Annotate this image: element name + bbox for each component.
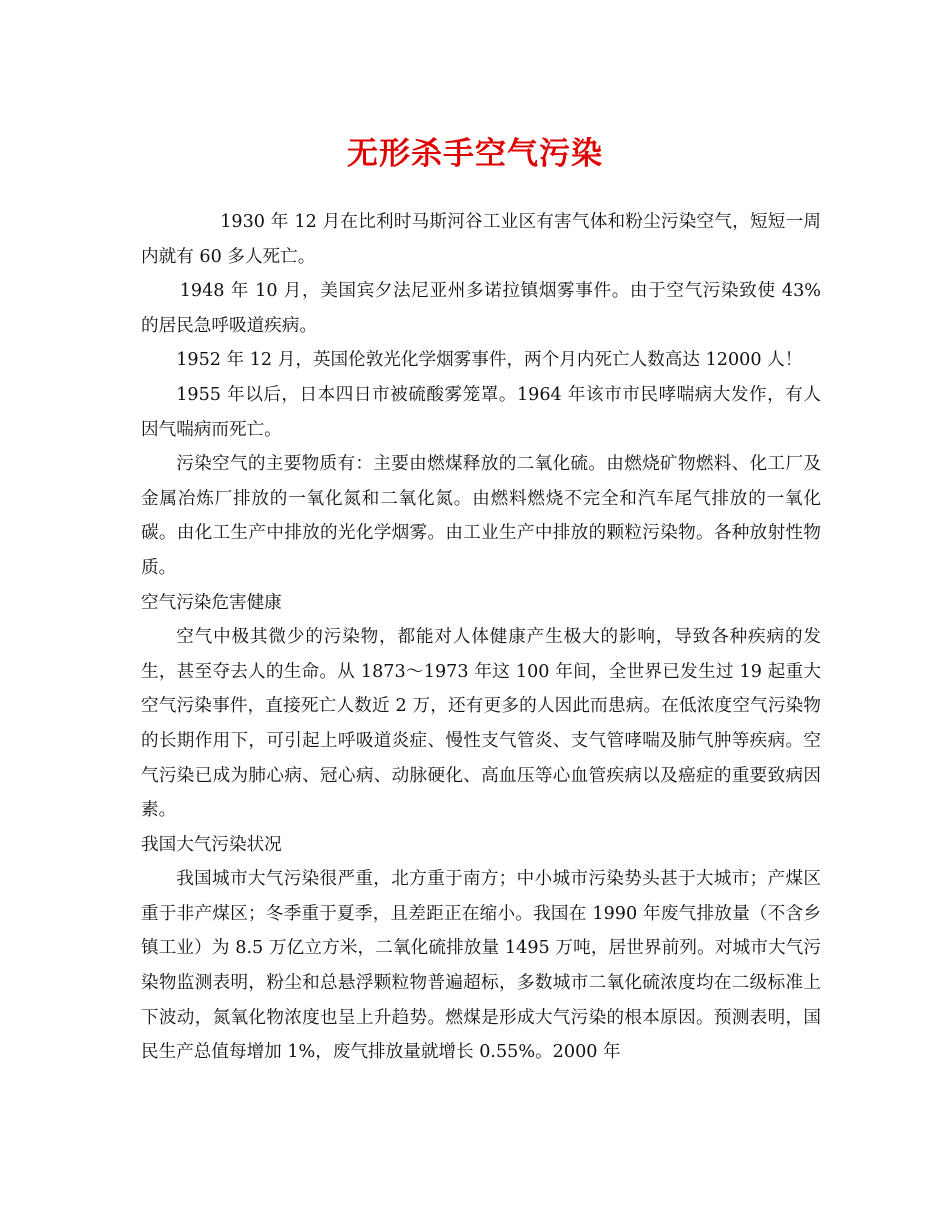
paragraph-pollutants: 污染空气的主要物质有：主要由燃煤释放的二氧化硫。由燃烧矿物燃料、化工厂及金属冶炼厂排放的一氧化氮和二氧化氮。由燃料燃烧不完全和汽车尾气排放的一氧化碳。由化工生产中排放的光化学烟雾。由工业生产中排放的颗粒污染物。各种放射性物质。 [141,454,821,578]
paragraph-1930: 1930 年 12 月在比利时马斯河谷工业区有害气体和粉尘污染空气，短短一周内就有 60 多人死亡。 [141,212,821,267]
paragraph-china: 我国城市大气污染很严重，北方重于南方；中小城市污染势头甚于大城市；产煤区重于非产煤区；冬季重于夏季，且差距正在缩小。我国在 1990 年废气排放量（不含乡镇工业）为 8.5 万亿立方米，二氧化硫排放量 1495 万吨，居世界前列。对城市大气污染物监测表明，粉尘和总悬浮颗粒物普遍超标，多数城市二氧化硫浓度均在二级标准上下波动，氮氧化物浓度也呈上升趋势。燃煤是形成大气污染的根本原因。预测表明，国民生产总值每增加 1%，废气排放量就增长 0.55%。2000 年 [141,869,821,1063]
section-heading-health: 空气污染危害健康 [141,592,282,613]
document-title: 无形杀手空气污染 [347,136,603,172]
paragraph-1955: 1955 年以后，日本四日市被硫酸雾笼罩。1964 年该市市民哮喘病大发作，有人因气喘病而死亡。 [141,384,821,440]
document-body [141,205,821,1070]
paragraph-1948: 1948 年 10 月，美国宾夕法尼亚州多诺拉镇烟雾事件。由于空气污染致使 43% 的居民急呼吸道疾病。 [141,281,821,336]
paragraph-health: 空气中极其微少的污染物，都能对人体健康产生极大的影响，导致各种疾病的发生，甚至夺去人的生命。从 1873～1973 年这 100 年间，全世界已发生过 19 起重大空气污染事件，直接死亡人数近 2 万，还有更多的人因此而患病。在低浓度空气污染物的长期作用下，可引起上呼吸道炎症、慢性支气管炎、支气管哮喘及肺气肿等疾病。空气污染已成为肺心病、冠心病、动脉硬化、高血压等心血管疾病以及癌症的重要致病因素。 [141,627,821,821]
paragraph-1952: 1952 年 12 月，英国伦敦光化学烟雾事件，两个月内死亡人数高达 12000 人！ [176,350,803,371]
section-heading-china: 我国大气污染状况 [141,834,282,855]
